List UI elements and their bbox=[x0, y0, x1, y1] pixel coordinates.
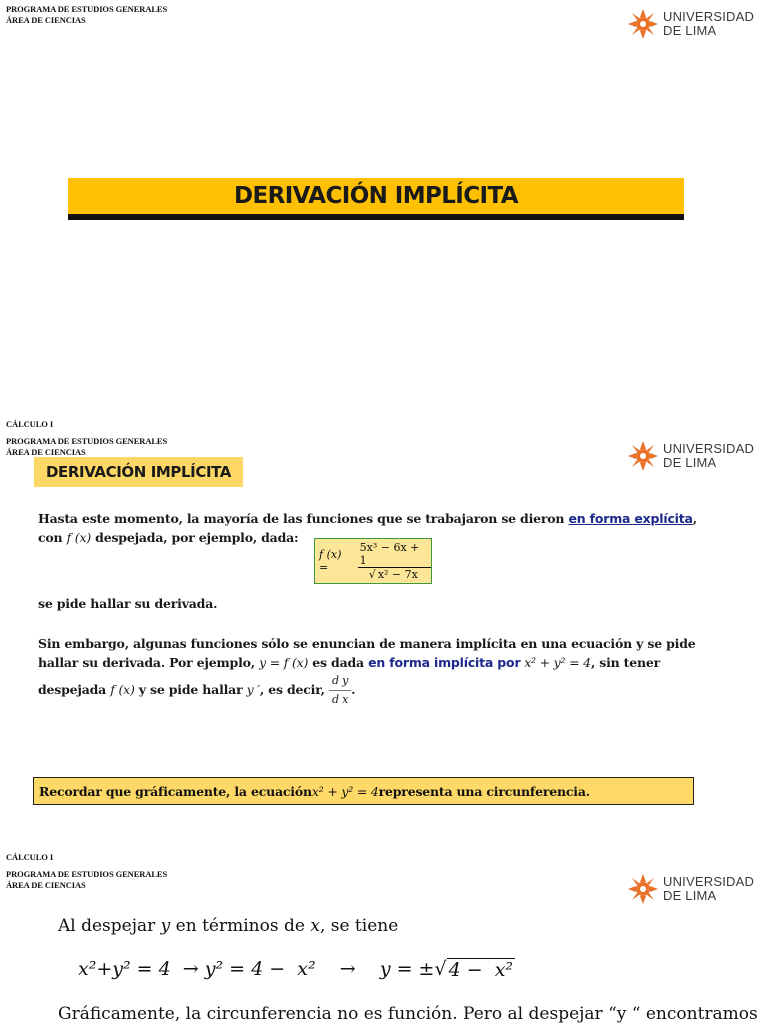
program-label: PROGRAMA DE ESTUDIOS GENERALES bbox=[6, 436, 168, 446]
text: , es decir, bbox=[259, 682, 329, 697]
math-circle-eq: x² + y² = 4 bbox=[520, 655, 591, 670]
text: Sin embargo, algunas funciones sólo se enuncian de manera implícita en una ecuación y se pide bbox=[38, 636, 696, 651]
logo-line-1: UNIVERSIDAD bbox=[663, 9, 755, 24]
eq-step-3: y = ± bbox=[379, 958, 435, 980]
logo-flower-icon bbox=[627, 440, 659, 472]
dy: d y bbox=[329, 672, 351, 691]
formula-radicand: x² − 7x bbox=[377, 568, 418, 581]
header-text-2 bbox=[6, 419, 167, 458]
math-fx: f (x) bbox=[110, 682, 135, 697]
solve-for-y-line bbox=[58, 916, 398, 936]
text: en términos de bbox=[170, 916, 311, 936]
text: Hasta este momento, la mayoría de las funciones que se trabajaron se dieron bbox=[38, 511, 569, 526]
solved-equation bbox=[78, 954, 678, 984]
dy-dx-fraction bbox=[329, 672, 351, 709]
program-label: PROGRAMA DE ESTUDIOS GENERALES bbox=[6, 4, 168, 14]
eq-step-1: x²+y² = 4 bbox=[78, 958, 171, 980]
logo-line-2: DE LIMA bbox=[663, 455, 717, 470]
header-text-3 bbox=[6, 852, 167, 891]
text: Recordar que gráficamente, la ecuación bbox=[39, 783, 312, 799]
paragraph-3 bbox=[38, 634, 698, 709]
course-label: CÁLCULO I bbox=[6, 419, 54, 429]
text: , se tiene bbox=[319, 916, 399, 936]
section-tag-label: DERIVACIÓN IMPLÍCITA bbox=[45, 463, 232, 481]
university-logo bbox=[627, 873, 754, 905]
text: es dada bbox=[308, 655, 369, 670]
math-y: y bbox=[160, 916, 171, 936]
text: y se pide hallar bbox=[134, 682, 247, 697]
arrow-icon: → bbox=[170, 958, 205, 980]
explicit-form-link[interactable]: en forma explícita bbox=[568, 511, 693, 526]
text: se pide hallar su derivada. bbox=[38, 596, 218, 611]
area-label: ÁREA DE CIENCIAS bbox=[6, 15, 86, 25]
eq-step-2: y² = 4 − x² bbox=[204, 958, 316, 980]
university-logo bbox=[627, 8, 754, 40]
dx: d x bbox=[332, 693, 349, 706]
slide-1 bbox=[0, 0, 768, 410]
paragraph-2 bbox=[38, 594, 698, 613]
program-label: PROGRAMA DE ESTUDIOS GENERALES bbox=[6, 869, 168, 879]
formula-numerator: 5x³ − 6x + 1 bbox=[358, 541, 431, 568]
title-bar bbox=[68, 178, 684, 220]
text: despejada, por ejemplo, dada: bbox=[91, 530, 299, 545]
text: , sin tener bbox=[590, 655, 661, 670]
logo-flower-icon bbox=[627, 873, 659, 905]
text: despejada bbox=[38, 682, 111, 697]
eq-radicand: 4 − x² bbox=[448, 958, 514, 981]
math-yfx: y = f (x) bbox=[259, 655, 309, 670]
logo-line-1: UNIVERSIDAD bbox=[663, 441, 755, 456]
math-fx: f (x) bbox=[66, 530, 91, 545]
math-x: x bbox=[310, 916, 320, 936]
logo-line-1: UNIVERSIDAD bbox=[663, 874, 755, 889]
text: , bbox=[692, 511, 697, 526]
area-label: ÁREA DE CIENCIAS bbox=[6, 880, 86, 890]
text: hallar su derivada. Por ejemplo, bbox=[38, 655, 260, 670]
text: Gráficamente, la circunferencia no es función. Pero al despejar “y “ encontramos bbox=[58, 1004, 758, 1024]
arrow-icon: → bbox=[315, 958, 380, 980]
formula-denominator: √ x² − 7x bbox=[368, 568, 418, 581]
example-formula bbox=[314, 538, 432, 584]
logo-line-2: DE LIMA bbox=[663, 23, 717, 38]
logo-flower-icon bbox=[627, 8, 659, 40]
slide-title: DERIVACIÓN IMPLÍCITA bbox=[233, 183, 518, 209]
course-label: CÁLCULO I bbox=[6, 852, 54, 862]
text: con bbox=[38, 530, 67, 545]
formula-fraction bbox=[358, 541, 431, 581]
implicit-form-link[interactable]: en forma implícita por bbox=[368, 655, 521, 670]
university-logo bbox=[627, 440, 754, 472]
text: representa una circunferencia. bbox=[378, 783, 590, 799]
sqrt-symbol: √ bbox=[434, 958, 447, 980]
math-yprime: y ′ bbox=[246, 682, 260, 697]
section-tag bbox=[34, 457, 243, 487]
header-text bbox=[6, 4, 167, 26]
area-label: ÁREA DE CIENCIAS bbox=[6, 447, 86, 457]
graphical-note bbox=[58, 1004, 758, 1024]
text: . bbox=[351, 682, 356, 697]
formula-lhs: f (x) = bbox=[319, 548, 342, 574]
text: Al despejar bbox=[58, 916, 161, 936]
math-circle-eq: x² + y² = 4 bbox=[311, 783, 379, 799]
recall-note bbox=[33, 777, 694, 805]
logo-line-2: DE LIMA bbox=[663, 888, 717, 903]
